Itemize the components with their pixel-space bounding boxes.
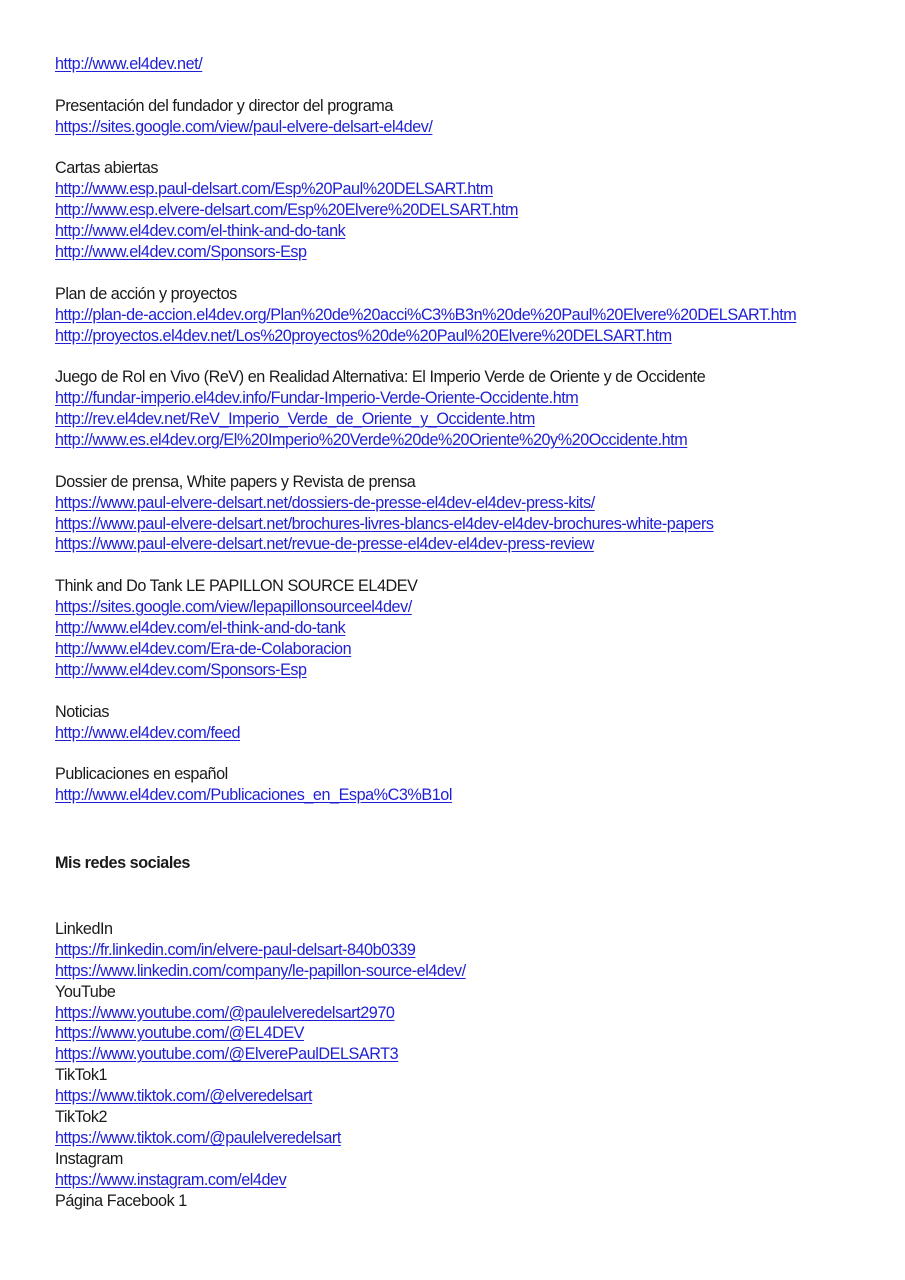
section-plan-de-accion [55,284,895,347]
section-link[interactable]: http://www.esp.elvere-delsart.com/Esp%20Elvere%20DELSART.htm [55,201,519,220]
document-body [55,54,895,1211]
social-link[interactable]: https://fr.linkedin.com/in/elvere-paul-delsart-840b0339 [55,940,416,959]
section-title: Plan de acción y proyectos [55,284,237,303]
section-link[interactable]: http://www.el4dev.com/Sponsors-Esp [55,243,307,262]
social-link[interactable]: https://www.tiktok.com/@paulelveredelsart [55,1128,341,1147]
social-label-instagram: Instagram [55,1149,123,1168]
social-label-tiktok2: TikTok2 [55,1107,108,1126]
section-link[interactable]: http://www.el4dev.com/Era-de-Colaboracion [55,639,352,658]
section-title: Cartas abiertas [55,159,159,178]
section-link[interactable]: https://sites.google.com/view/paul-elvere-delsart-el4dev/ [55,117,433,136]
section-link[interactable]: http://www.el4dev.com/Publicaciones_en_Espa%C3%B1ol [55,786,452,805]
section-link[interactable]: https://www.paul-elvere-delsart.net/brochures-livres-blancs-el4dev-el4dev-brochures-white-papers [55,514,714,533]
social-heading: Mis redes sociales [55,854,190,873]
section-cartas-abiertas [55,158,895,262]
section-title: Noticias [55,702,109,721]
social-label-linkedin: LinkedIn [55,919,113,938]
section-link[interactable]: http://proyectos.el4dev.net/Los%20proyectos%20de%20Paul%20Elvere%20DELSART.htm [55,326,672,345]
section-link[interactable]: http://rev.el4dev.net/ReV_Imperio_Verde_de_Oriente_y_Occidente.htm [55,410,535,429]
social-link[interactable]: https://www.tiktok.com/@elveredelsart [55,1087,313,1106]
section-link[interactable]: http://www.el4dev.com/feed [55,723,241,742]
social-link[interactable]: https://www.youtube.com/@ElverePaulDELSART3 [55,1045,399,1064]
social-label-tiktok1: TikTok1 [55,1066,108,1085]
section-title: Dossier de prensa, White papers y Revista de prensa [55,472,416,491]
social-link[interactable]: https://www.youtube.com/@paulelveredelsart2970 [55,1003,395,1022]
section-link[interactable]: http://www.es.el4dev.org/El%20Imperio%20Verde%20de%20Oriente%20y%20Occidente.htm [55,431,688,450]
social-label-youtube: YouTube [55,982,116,1001]
section-dossier-de-prensa [55,472,895,556]
section-link[interactable]: http://www.esp.paul-delsart.com/Esp%20Paul%20DELSART.htm [55,180,493,199]
section-noticias [55,702,895,744]
section-link[interactable]: http://fundar-imperio.el4dev.info/Fundar-Imperio-Verde-Oriente-Occidente.htm [55,389,579,408]
section-think-and-do-tank [55,576,895,680]
link-el4dev-net[interactable]: http://www.el4dev.net/ [55,55,203,73]
social-link[interactable]: https://www.instagram.com/el4dev [55,1170,287,1189]
section-title: Think and Do Tank LE PAPILLON SOURCE EL4DEV [55,577,418,596]
section-link[interactable]: https://sites.google.com/view/lepapillonsourceel4dev/ [55,598,412,617]
section-link[interactable]: https://www.paul-elvere-delsart.net/dossiers-de-presse-el4dev-el4dev-press-kits/ [55,493,595,512]
section-title: Publicaciones en español [55,765,228,784]
section-link[interactable]: http://www.el4dev.com/el-think-and-do-tank [55,619,346,638]
section-juego-de-rol [55,367,895,451]
section-link[interactable]: http://www.el4dev.com/Sponsors-Esp [55,660,307,679]
social-link[interactable]: https://www.youtube.com/@EL4DEV [55,1024,305,1043]
section-fundador [55,96,895,138]
section-title: Presentación del fundador y director del programa [55,96,393,115]
section-title: Juego de Rol en Vivo (ReV) en Realidad Alternativa: El Imperio Verde de Oriente y de Occidente [55,368,706,387]
section-link[interactable]: https://www.paul-elvere-delsart.net/revue-de-presse-el4dev-el4dev-press-review [55,535,594,554]
section-link[interactable]: http://plan-de-accion.el4dev.org/Plan%20de%20acci%C3%B3n%20de%20Paul%20Elvere%20DELSART.htm [55,305,797,324]
social-link[interactable]: https://www.linkedin.com/company/le-papillon-source-el4dev/ [55,961,466,980]
social-list [55,919,895,1211]
social-label-facebook-1: Página Facebook 1 [55,1191,187,1210]
section-link[interactable]: http://www.el4dev.com/el-think-and-do-tank [55,222,346,241]
section-publicaciones [55,764,895,806]
